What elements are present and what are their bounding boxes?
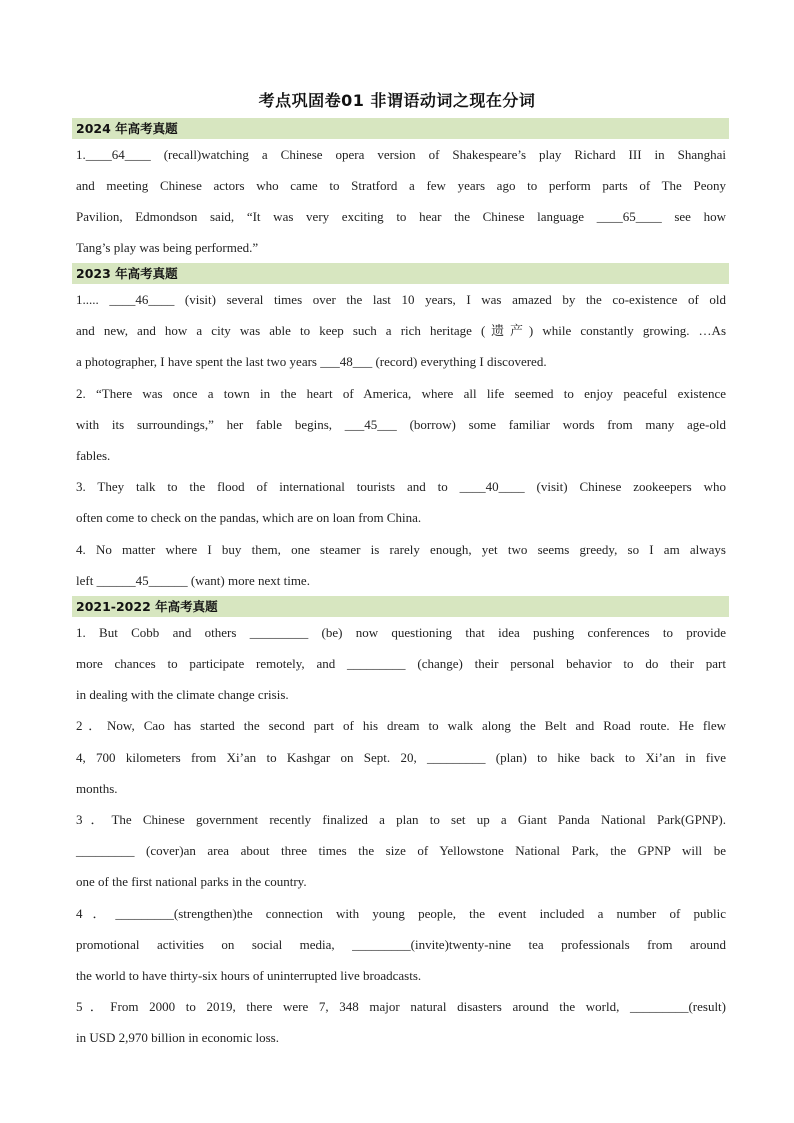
- text-line: with its surroundings,” her fable begins, ___45___ (borrow) some familiar words from many age-old: [76, 417, 726, 432]
- text-line: and new, and how a city was able to keep such a rich heritage (遗产) while constantly growing. …As: [76, 323, 726, 338]
- text-line: 3. They talk to the flood of international tourists and to ____40____ (visit) Chinese zookeepers who: [76, 479, 726, 494]
- text-line: 2．Now, Cao has started the second part of his dream to walk along the Belt and Road route. He flew: [76, 718, 726, 733]
- text-line: left ______45______ (want) more next time.: [76, 573, 310, 588]
- text-line: a photographer, I have spent the last two years ___48___ (record) everything I discovered.: [76, 354, 547, 369]
- text-line: 1.____64____ (recall)watching a Chinese opera version of Shakespeare’s play Richard III in Shanghai: [76, 147, 726, 162]
- text-line: Tang’s play was being performed.”: [76, 240, 259, 255]
- section-header-2023: 2023 年高考真题: [72, 263, 729, 284]
- text-line: and meeting Chinese actors who came to Stratford a few years ago to perform parts of The Peony: [76, 178, 726, 193]
- text-line: more chances to participate remotely, and _________ (change) their personal behavior to do their part: [76, 656, 726, 671]
- section-header-2024: 2024 年高考真题: [72, 118, 729, 139]
- page-title: 考点巩固卷01 非谓语动词之现在分词: [258, 91, 536, 110]
- text-line: Pavilion, Edmondson said, “It was very exciting to hear the Chinese language ____65____ see how: [76, 209, 726, 224]
- text-line: 2. “There was once a town in the heart of America, where all life seemed to enjoy peaceful existence: [76, 386, 726, 401]
- text-line: 4. No matter where I buy them, one steamer is rarely enough, yet two seems greedy, so I am always: [76, 542, 726, 557]
- text-line: 1. But Cobb and others _________ (be) now questioning that idea pushing conferences to provide: [76, 625, 726, 640]
- text-line: promotional activities on social media, _________(invite)twenty-nine tea professionals from around: [76, 937, 726, 952]
- section-header-2021-2022: 2021-2022 年高考真题: [72, 596, 729, 617]
- text-line: 1..... ____46____ (visit) several times over the last 10 years, I was amazed by the co-existence of old: [76, 292, 726, 307]
- text-line: often come to check on the pandas, which are on loan from China.: [76, 510, 422, 525]
- text-line: the world to have thirty-six hours of uninterrupted live broadcasts.: [76, 968, 422, 983]
- text-line: in dealing with the climate change crisis.: [76, 687, 289, 702]
- text-line: fables.: [76, 448, 111, 463]
- text-line: _________ (cover)an area about three times the size of Yellowstone National Park, the GPNP will be: [76, 843, 726, 858]
- text-line: 4．_________(strengthen)the connection with young people, the event included a number of public: [76, 906, 726, 921]
- text-line: 4, 700 kilometers from Xi’an to Kashgar on Sept. 20, _________ (plan) to hike back to Xi’an in five: [76, 750, 726, 765]
- text-line: 5．From 2000 to 2019, there were 7, 348 major natural disasters around the world, _________(result): [76, 999, 726, 1014]
- text-line: months.: [76, 781, 118, 796]
- text-line: one of the first national parks in the country.: [76, 874, 307, 889]
- text-line: 3．The Chinese government recently finalized a plan to set up a Giant Panda National Park(GPNP).: [76, 812, 726, 827]
- text-line: in USD 2,970 billion in economic loss.: [76, 1030, 279, 1045]
